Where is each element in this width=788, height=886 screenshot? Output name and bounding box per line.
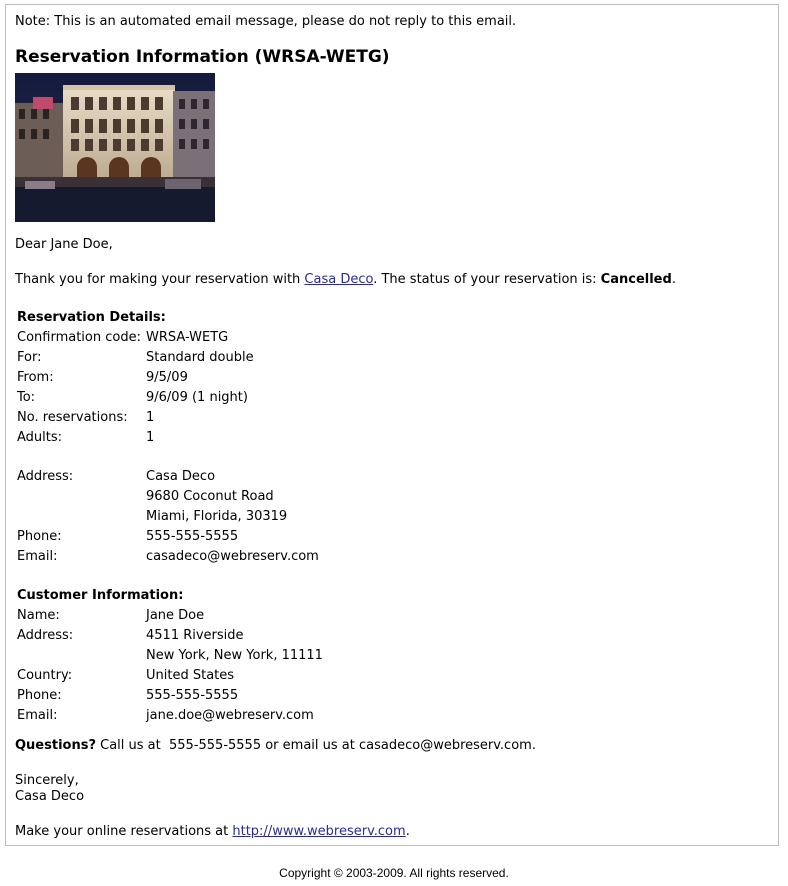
automated-note: Note: This is an automated email message, please do not reply to this email. <box>15 14 517 29</box>
detail-label: From: <box>17 370 54 385</box>
customer-address-line: 4511 Riverside <box>146 628 244 643</box>
signoff-name: Casa Deco <box>15 789 85 804</box>
customer-phone: 555-555-5555 <box>146 688 239 703</box>
detail-label: Adults: <box>17 430 63 445</box>
detail-value: Standard double <box>146 350 254 365</box>
status-sentence <box>15 272 676 288</box>
customer-email: jane.doe@webreserv.com <box>146 708 314 723</box>
hotel-photo <box>15 73 215 222</box>
hotel-email: casadeco@webreserv.com <box>146 549 319 564</box>
detail-label: For: <box>17 350 42 365</box>
online-prefix: Make your online reservations at <box>15 824 233 839</box>
hotel-email-label: Email: <box>17 549 58 564</box>
hotel-address-line: Casa Deco <box>146 469 216 484</box>
questions-text: Call us at 555-555-5555 or email us at casadeco@webreserv.com. <box>96 738 536 753</box>
reservation-details-header: Reservation Details: <box>17 310 166 325</box>
detail-value: 9/6/09 (1 night) <box>146 390 248 405</box>
signoff-line: Sincerely, <box>15 773 79 788</box>
detail-label: To: <box>17 390 36 405</box>
customer-email-label: Email: <box>17 708 58 723</box>
detail-label: Confirmation code: <box>17 330 141 345</box>
hotel-address-line: 9680 Coconut Road <box>146 489 274 504</box>
detail-value: 9/5/09 <box>146 370 188 385</box>
customer-country: United States <box>146 668 235 683</box>
customer-information-header: Customer Information: <box>17 588 184 603</box>
detail-value: 1 <box>146 410 155 425</box>
copyright-footer: Copyright © 2003-2009. All rights reserved. <box>279 866 509 880</box>
status-suffix: . <box>671 272 676 287</box>
hotel-phone-label: Phone: <box>17 529 62 544</box>
questions-label: Questions? <box>15 738 96 753</box>
online-suffix: . <box>405 824 410 839</box>
page-title: Reservation Information (WRSA-WETG) <box>15 47 390 67</box>
casa-deco-link[interactable]: Casa Deco <box>304 272 374 287</box>
hotel-address-line: Miami, Florida, 30319 <box>146 509 288 524</box>
status-middle: . The status of your reservation is: <box>373 272 601 287</box>
detail-label: No. reservations: <box>17 410 128 425</box>
email-frame <box>5 4 779 846</box>
hotel-phone: 555-555-5555 <box>146 529 239 544</box>
customer-phone-label: Phone: <box>17 688 62 703</box>
detail-value: WRSA-WETG <box>146 330 229 345</box>
status-prefix: Thank you for making your reservation with <box>15 272 305 287</box>
customer-name-label: Name: <box>17 608 60 623</box>
greeting: Dear Jane Doe, <box>15 237 113 252</box>
questions-line <box>15 738 536 754</box>
status-value: Cancelled <box>600 272 672 287</box>
detail-value: 1 <box>146 430 155 445</box>
online-reservations-line <box>15 824 410 840</box>
customer-country-label: Country: <box>17 668 73 683</box>
hotel-address-label: Address: <box>17 469 74 484</box>
customer-name: Jane Doe <box>146 608 205 623</box>
hotel-building-image <box>15 73 215 222</box>
customer-address-line: New York, New York, 11111 <box>146 648 323 663</box>
webreserv-link[interactable]: http://www.webreserv.com <box>232 824 406 839</box>
customer-address-label: Address: <box>17 628 74 643</box>
